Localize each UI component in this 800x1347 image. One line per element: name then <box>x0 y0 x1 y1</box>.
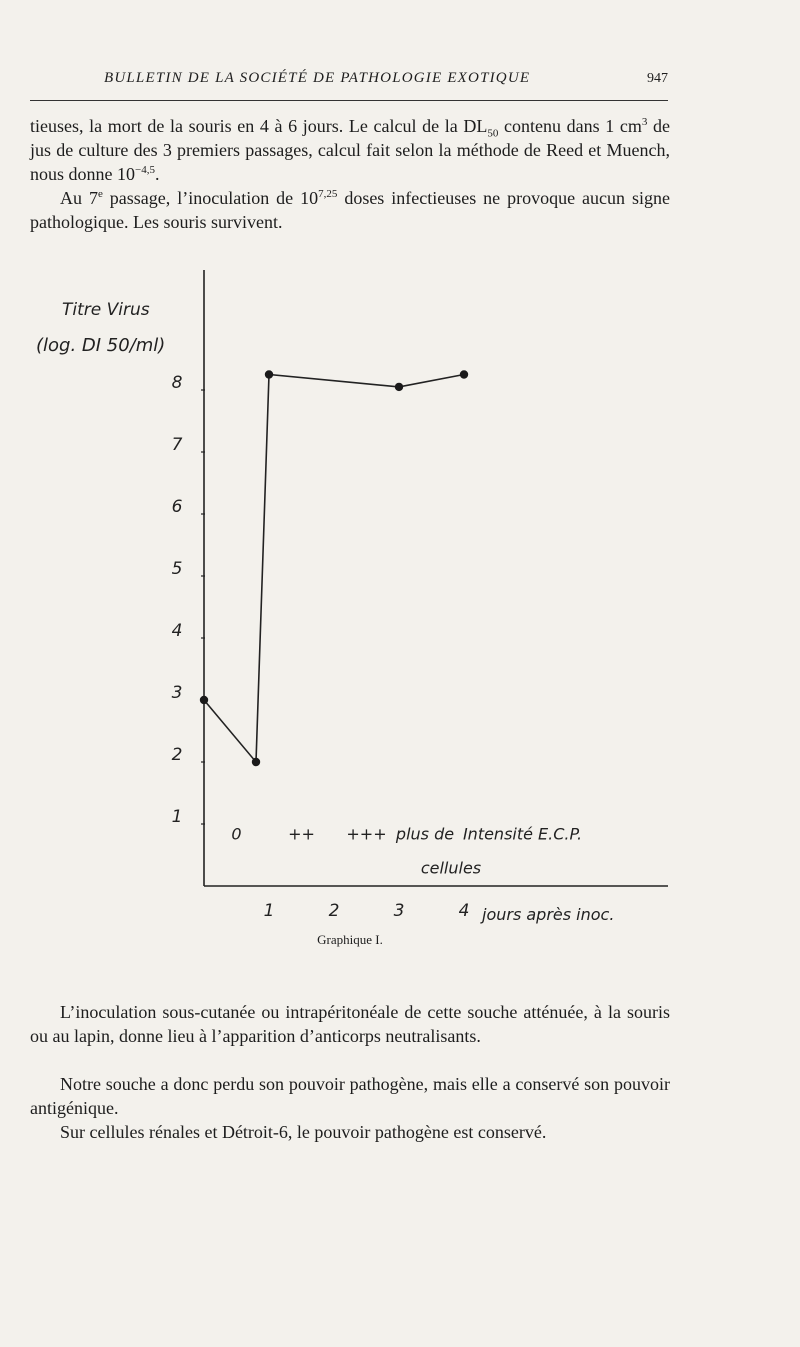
ecp-annotation: +++ <box>346 824 387 844</box>
paragraph-2: Au 7e passage, l’inoculation de 10$^{7,25}$ doses infectieuses ne provoque aucun signe pathologique. Les souris survivent. <box>30 188 670 232</box>
chart-labels <box>36 300 614 924</box>
data-point <box>265 370 273 378</box>
paragraph-4: Notre souche a donc perdu son pouvoir pathogène, mais elle a conservé son pouvoir antigénique. <box>30 1074 670 1118</box>
y-axis-label: Titre Virus <box>62 300 150 320</box>
ecp-annotation: plus de <box>395 824 455 844</box>
y-tick-label: 2 <box>171 745 183 765</box>
x-tick-label: 3 <box>393 901 405 921</box>
data-point <box>252 758 260 766</box>
virus-titre-chart <box>0 250 700 930</box>
x-tick-label: 4 <box>458 901 470 921</box>
y-axis-unit: (log. DI 50/ml) <box>36 335 166 356</box>
x-tick-label: 2 <box>328 901 340 921</box>
page-number: 947 <box>647 71 668 86</box>
x-tick-label: 1 <box>263 901 275 921</box>
y-tick-label: 3 <box>171 683 183 703</box>
running-header <box>30 66 668 101</box>
chart-axes <box>204 270 668 886</box>
journal-title: BULLETIN DE LA SOCIÉTÉ DE PATHOLOGIE EXOTIQUE <box>104 70 531 86</box>
y-tick-label: 6 <box>171 497 183 517</box>
y-tick-label: 7 <box>171 435 183 455</box>
ecp-annotation: 0 <box>231 824 242 844</box>
data-point <box>395 383 403 391</box>
y-tick-label: 5 <box>171 559 183 579</box>
data-point <box>460 370 468 378</box>
ecp-annotation: Intensité E.C.P. <box>462 824 583 844</box>
series-line <box>204 375 464 763</box>
paragraph-1: tieuses, la mort de la souris en 4 à 6 jours. Le calcul de la $DL_{50}$ contenu dans 1 $cm^3$ de jus de culture des 3 premiers passages, calcul fait selon la méthode de Reed et Muench, nous donne $10^{-4,5}$. <box>30 116 670 184</box>
x-axis-label: jours après inoc. <box>482 905 615 924</box>
y-tick-label: 4 <box>171 621 183 641</box>
ecp-annotation: ++ <box>288 824 315 844</box>
paragraph-3: L’inoculation sous-cutanée ou intrapéritonéale de cette souche atténuée, à la souris ou au lapin, donne lieu à l’apparition d’anticorps neutralisants. <box>30 1002 670 1046</box>
data-point <box>200 696 208 704</box>
ecp-annotation: cellules <box>420 858 482 878</box>
y-tick-label: 8 <box>171 373 183 393</box>
paragraph-5: Sur cellules rénales et Détroit-6, le pouvoir pathogène est conservé. <box>60 1122 547 1142</box>
y-tick-label: 1 <box>171 807 183 827</box>
figure-caption: Graphique I. <box>317 932 383 947</box>
chart-series <box>200 370 468 766</box>
